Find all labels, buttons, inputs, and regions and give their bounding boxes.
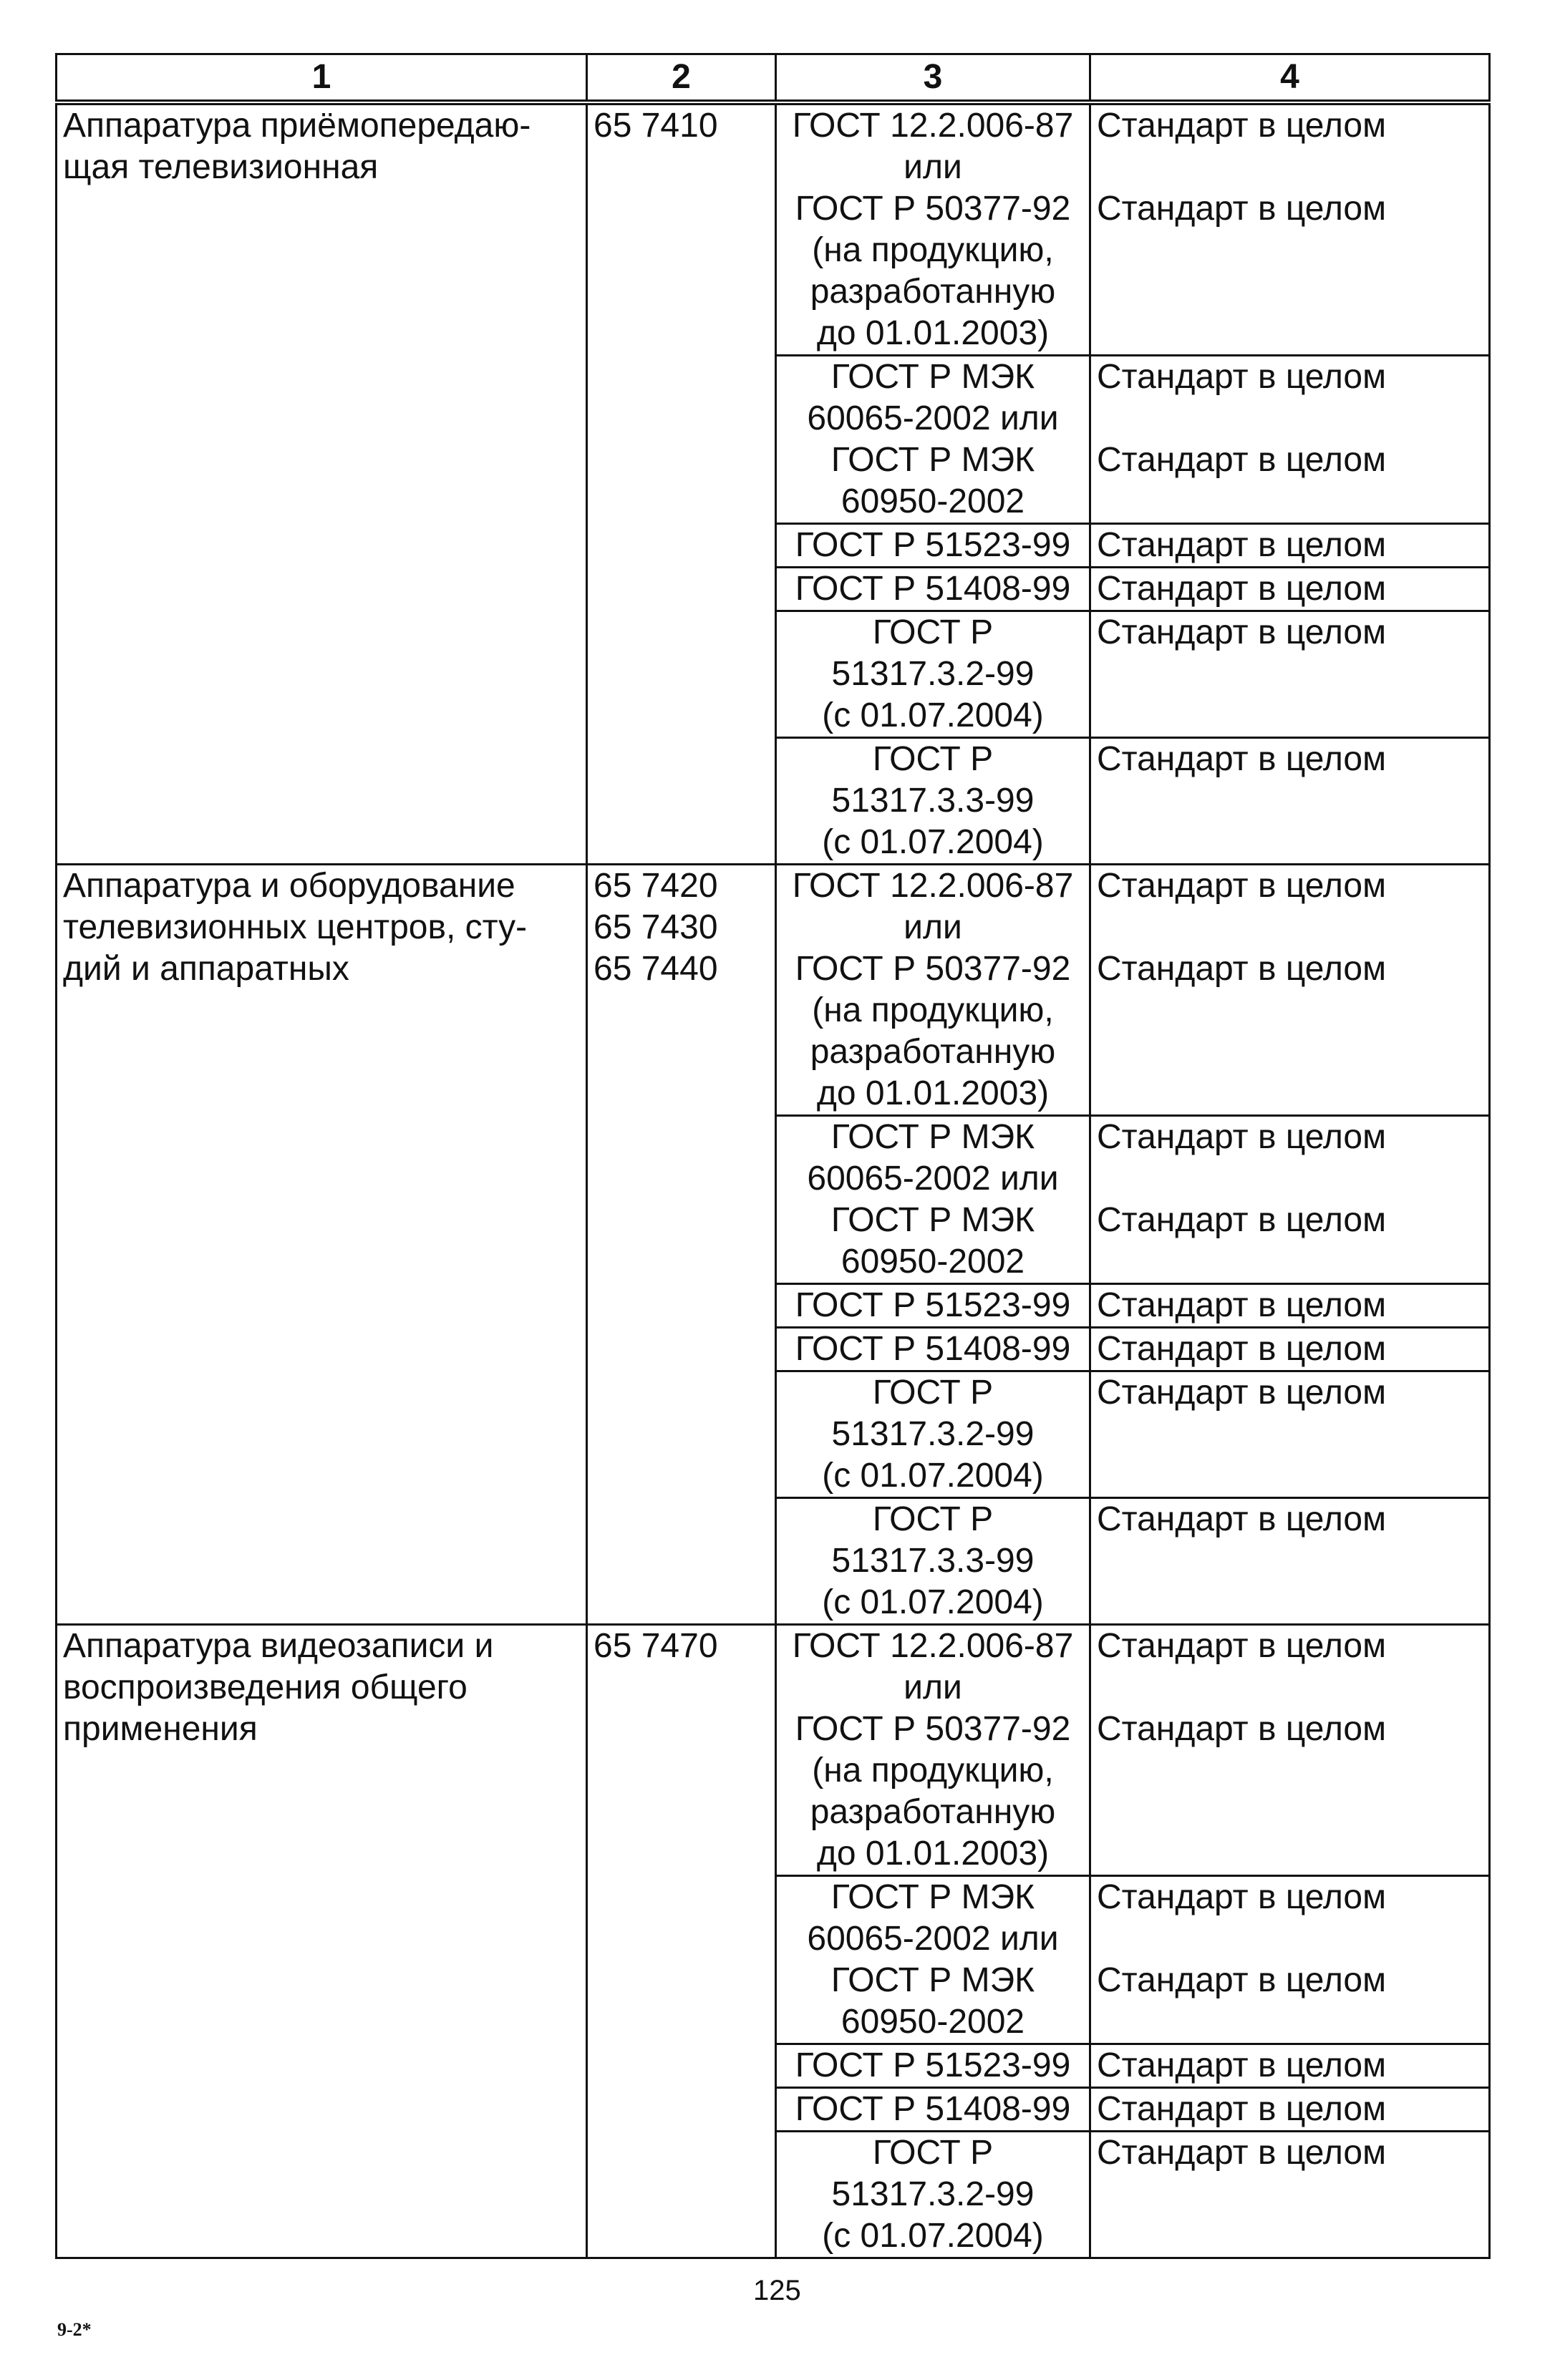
applicability-cell bbox=[1090, 2132, 1490, 2258]
standard-designation-line: 60065-2002 или bbox=[807, 399, 1059, 437]
standard-designation-line: ГОСТ Р 51408-99 bbox=[795, 1330, 1071, 1368]
standard-designation-line: (на продукцию, bbox=[812, 231, 1054, 269]
applicability-text: Стандарт в целом bbox=[1097, 1374, 1387, 1412]
standard-cell bbox=[776, 611, 1090, 738]
standard-cell bbox=[776, 524, 1090, 568]
applicability-spacer bbox=[1097, 1667, 1483, 1709]
standard-designation-line: ГОСТ 12.2.006-87 bbox=[792, 1627, 1074, 1665]
applicability-cell bbox=[1090, 738, 1490, 865]
standard-designation-line: ГОСТ 12.2.006-87 bbox=[792, 107, 1074, 145]
applicability-cell bbox=[1090, 1328, 1490, 1371]
product-code: 65 7410 bbox=[594, 107, 718, 145]
standard-designation-line: 60065-2002 или bbox=[807, 1160, 1059, 1198]
standard-designation-line: 60950-2002 bbox=[841, 1243, 1025, 1281]
applicability-text: Стандарт в целом bbox=[1097, 1500, 1387, 1538]
applicability-cell bbox=[1090, 1116, 1490, 1284]
applicability-spacer bbox=[1097, 1918, 1483, 1960]
table-row bbox=[57, 102, 1490, 356]
standard-designation-line: ГОСТ Р МЭК bbox=[830, 358, 1035, 396]
product-code: 65 7420 bbox=[594, 867, 718, 905]
applicability-text: Стандарт в целом bbox=[1097, 1961, 1387, 1999]
applicability-text: Стандарт в целом bbox=[1097, 740, 1387, 778]
product-code-cell bbox=[587, 102, 776, 865]
applicability-cell bbox=[1090, 1371, 1490, 1498]
standard-designation-line: ГОСТ Р МЭК bbox=[830, 1961, 1035, 1999]
standard-designation-line: ГОСТ Р 50377-92 bbox=[795, 1710, 1071, 1748]
table-body bbox=[57, 102, 1490, 2258]
standard-designation-line: ГОСТ Р bbox=[872, 613, 994, 651]
applicability-spacer bbox=[1097, 907, 1483, 948]
standard-designation-line: ГОСТ 12.2.006-87 bbox=[792, 867, 1074, 905]
applicability-text: Стандарт в целом bbox=[1097, 950, 1387, 988]
product-name-line: дий и аппаратных bbox=[63, 950, 349, 988]
standard-designation-line: ГОСТ Р 50377-92 bbox=[795, 950, 1071, 988]
product-name-cell bbox=[57, 1625, 587, 2258]
applicability-text: Стандарт в целом bbox=[1097, 2134, 1387, 2172]
column-header-2: 2 bbox=[587, 54, 776, 103]
standard-designation-line: разработанную bbox=[810, 1793, 1056, 1831]
standard-designation-line: ГОСТ Р bbox=[872, 1500, 994, 1538]
standard-cell bbox=[776, 1284, 1090, 1328]
applicability-text: Стандарт в целом bbox=[1097, 1286, 1387, 1324]
standard-designation-line: 60950-2002 bbox=[841, 2003, 1025, 2041]
standard-designation-line: ГОСТ Р 51408-99 bbox=[795, 570, 1071, 608]
standard-designation-line: 60065-2002 или bbox=[807, 1920, 1059, 1958]
standard-designation-line: ГОСТ Р 50377-92 bbox=[795, 190, 1071, 228]
standard-cell bbox=[776, 2044, 1090, 2088]
applicability-text: Стандарт в целом bbox=[1097, 1710, 1387, 1748]
page-number: 125 bbox=[753, 2275, 801, 2306]
standard-designation-line: разработанную bbox=[810, 1033, 1056, 1071]
standard-cell bbox=[776, 865, 1090, 1116]
product-name-line: Аппаратура видеозаписи и bbox=[63, 1627, 494, 1665]
applicability-text: Стандарт в целом bbox=[1097, 358, 1387, 396]
column-header-3: 3 bbox=[776, 54, 1090, 103]
standard-designation-line: или bbox=[904, 908, 962, 946]
standard-cell bbox=[776, 1116, 1090, 1284]
standard-designation-line: ГОСТ Р 51523-99 bbox=[795, 526, 1071, 564]
applicability-cell bbox=[1090, 611, 1490, 738]
product-name-line: телевизионных центров, сту- bbox=[63, 908, 528, 946]
standard-designation-line: ГОСТ Р 51523-99 bbox=[795, 1286, 1071, 1324]
table-header bbox=[57, 54, 1490, 103]
applicability-text: Стандарт в целом bbox=[1097, 2090, 1387, 2128]
standard-designation-line: или bbox=[904, 148, 962, 186]
applicability-cell bbox=[1090, 2088, 1490, 2132]
applicability-cell bbox=[1090, 524, 1490, 568]
standard-designation-line: 51317.3.3-99 bbox=[831, 782, 1035, 820]
standard-designation-line: (с 01.07.2004) bbox=[822, 696, 1044, 734]
applicability-cell bbox=[1090, 1498, 1490, 1625]
applicability-cell bbox=[1090, 1284, 1490, 1328]
standard-designation-line: (на продукцию, bbox=[812, 1752, 1054, 1789]
standard-designation-line: (с 01.07.2004) bbox=[822, 823, 1044, 861]
product-code-cell bbox=[587, 865, 776, 1625]
standard-cell bbox=[776, 2088, 1090, 2132]
product-name-line: применения bbox=[63, 1710, 258, 1748]
product-name-line: щая телевизионная bbox=[63, 148, 379, 186]
standard-designation-line: 51317.3.2-99 bbox=[831, 2175, 1035, 2213]
header-row bbox=[57, 54, 1490, 103]
applicability-text: Стандарт в целом bbox=[1097, 1878, 1387, 1916]
applicability-cell bbox=[1090, 1625, 1490, 1876]
standard-cell bbox=[776, 2132, 1090, 2258]
applicability-text: Стандарт в целом bbox=[1097, 190, 1387, 228]
product-name-cell bbox=[57, 102, 587, 865]
applicability-text: Стандарт в целом bbox=[1097, 107, 1387, 145]
standard-cell bbox=[776, 1371, 1090, 1498]
applicability-cell bbox=[1090, 356, 1490, 524]
applicability-text: Стандарт в целом bbox=[1097, 613, 1387, 651]
applicability-spacer bbox=[1097, 147, 1483, 188]
standard-designation-line: 60950-2002 bbox=[841, 482, 1025, 520]
product-name-line: воспроизведения общего bbox=[63, 1669, 468, 1706]
standard-designation-line: ГОСТ Р МЭК bbox=[830, 1878, 1035, 1916]
standard-designation-line: ГОСТ Р 51523-99 bbox=[795, 2046, 1071, 2084]
standard-designation-line: (с 01.07.2004) bbox=[822, 1583, 1044, 1621]
standard-designation-line: разработанную bbox=[810, 273, 1056, 311]
applicability-cell bbox=[1090, 568, 1490, 611]
applicability-spacer bbox=[1097, 1158, 1483, 1200]
applicability-text: Стандарт в целом bbox=[1097, 526, 1387, 564]
applicability-cell bbox=[1090, 1876, 1490, 2044]
applicability-text: Стандарт в целом bbox=[1097, 441, 1387, 479]
product-code: 65 7440 bbox=[594, 950, 718, 988]
standard-designation-line: (с 01.07.2004) bbox=[822, 1457, 1044, 1495]
standard-designation-line: ГОСТ Р bbox=[872, 740, 994, 778]
standard-designation-line: ГОСТ Р bbox=[872, 1374, 994, 1412]
footer-signature-mark: 9-2* bbox=[57, 2319, 92, 2340]
standard-cell bbox=[776, 568, 1090, 611]
applicability-cell bbox=[1090, 865, 1490, 1116]
standard-designation-line: (на продукцию, bbox=[812, 991, 1054, 1029]
standard-designation-line: ГОСТ Р 51408-99 bbox=[795, 2090, 1071, 2128]
standard-cell bbox=[776, 1328, 1090, 1371]
applicability-text: Стандарт в целом bbox=[1097, 1330, 1387, 1368]
standard-designation-line: (с 01.07.2004) bbox=[822, 2217, 1044, 2255]
standard-designation-line: 51317.3.3-99 bbox=[831, 1542, 1035, 1580]
applicability-cell bbox=[1090, 102, 1490, 356]
applicability-text: Стандарт в целом bbox=[1097, 2046, 1387, 2084]
standard-designation-line: ГОСТ Р bbox=[872, 2134, 994, 2172]
standard-designation-line: или bbox=[904, 1669, 962, 1706]
standard-cell bbox=[776, 1876, 1090, 2044]
standard-cell bbox=[776, 1625, 1090, 1876]
standard-designation-line: ГОСТ Р МЭК bbox=[830, 1201, 1035, 1239]
table-row bbox=[57, 1625, 1490, 1876]
applicability-text: Стандарт в целом bbox=[1097, 1118, 1387, 1156]
product-code: 65 7470 bbox=[594, 1627, 718, 1665]
standard-designation-line: 51317.3.2-99 bbox=[831, 1415, 1035, 1453]
standard-designation-line: ГОСТ Р МЭК bbox=[830, 1118, 1035, 1156]
standard-cell bbox=[776, 1498, 1090, 1625]
applicability-spacer bbox=[1097, 398, 1483, 439]
applicability-text: Стандарт в целом bbox=[1097, 570, 1387, 608]
standard-designation-line: до 01.01.2003) bbox=[816, 1074, 1050, 1112]
standard-designation-line: до 01.01.2003) bbox=[816, 1835, 1050, 1873]
column-header-1: 1 bbox=[57, 54, 587, 103]
applicability-cell bbox=[1090, 2044, 1490, 2088]
product-name-line: Аппаратура приёмопередаю- bbox=[63, 107, 531, 145]
standard-cell bbox=[776, 356, 1090, 524]
product-code-cell bbox=[587, 1625, 776, 2258]
standard-designation-line: 51317.3.2-99 bbox=[831, 655, 1035, 693]
standard-designation-line: ГОСТ Р МЭК bbox=[830, 441, 1035, 479]
standard-cell bbox=[776, 102, 1090, 356]
column-header-4: 4 bbox=[1090, 54, 1490, 103]
product-code: 65 7430 bbox=[594, 908, 718, 946]
standard-cell bbox=[776, 738, 1090, 865]
product-name-cell bbox=[57, 865, 587, 1625]
applicability-text: Стандарт в целом bbox=[1097, 1627, 1387, 1665]
applicability-text: Стандарт в целом bbox=[1097, 1201, 1387, 1239]
product-name-line: Аппаратура и оборудование bbox=[63, 867, 515, 905]
applicability-text: Стандарт в целом bbox=[1097, 867, 1387, 905]
table-row bbox=[57, 865, 1490, 1116]
standard-designation-line: до 01.01.2003) bbox=[816, 314, 1050, 352]
standards-table bbox=[55, 53, 1491, 2259]
